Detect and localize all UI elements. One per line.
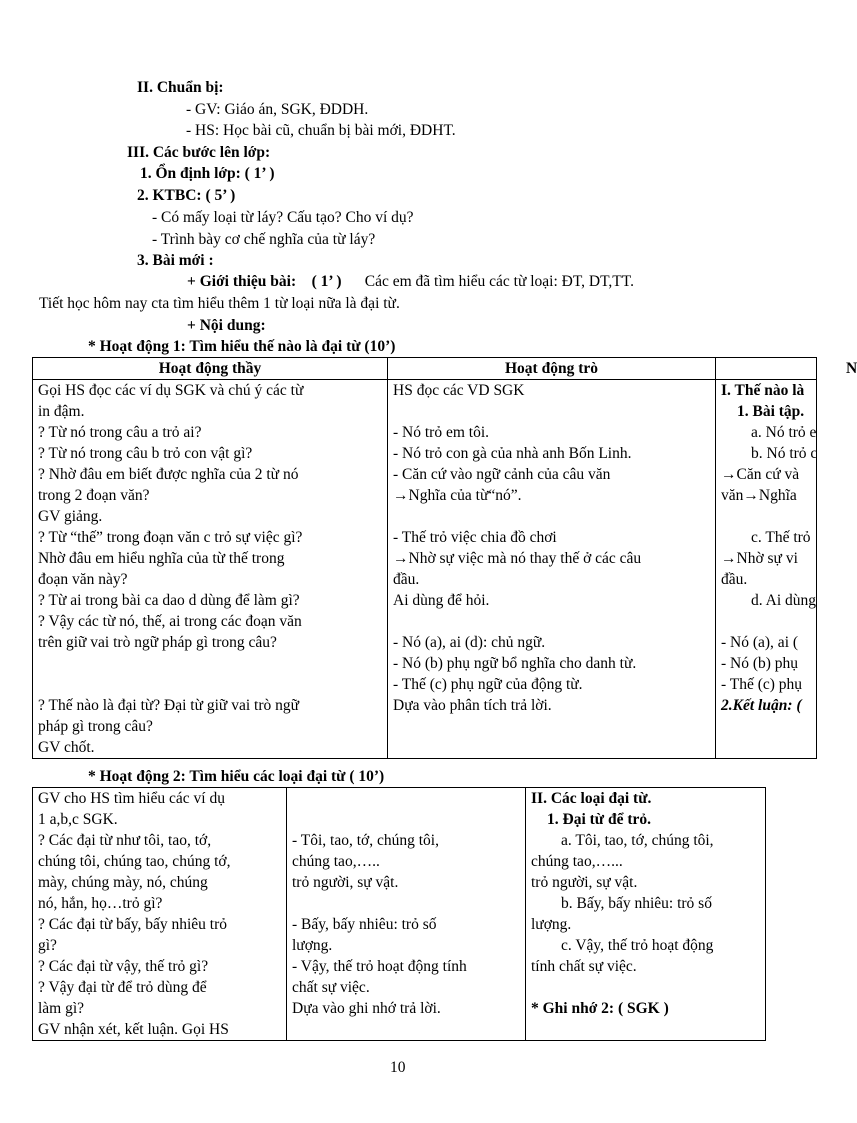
section3-heading: III. Các bước lên lớp: [127, 144, 271, 161]
review-question-2: - Trình bày cơ chế nghĩa của từ láy? [152, 231, 376, 248]
cell-empty [721, 506, 811, 527]
cell: chúng tôi, chúng tao, chúng tớ, [38, 853, 231, 870]
section2-heading: II. Chuẩn bị: [137, 79, 224, 96]
cell-empty [531, 977, 760, 998]
activity2-heading: * Hoạt động 2: Tìm hiểu các loại đại từ ( 10’) [88, 768, 385, 785]
cell: - Thế (c) phụ ngữ của động từ. [393, 676, 583, 693]
cell: đoạn văn này? [38, 571, 128, 588]
cell: trên giữ vai trò ngữ pháp gì trong câu? [38, 634, 277, 651]
cell: ? Các đại từ vậy, thế trỏ gì? [38, 958, 209, 975]
cell: →Căn cứ và [721, 466, 800, 483]
cell-empty [292, 893, 520, 914]
intro-time: ( 1’ ) [311, 273, 342, 290]
cell: * Ghi nhớ 2: ( SGK ) [531, 1000, 669, 1017]
cell: nó, hắn, họ…trỏ gì? [38, 895, 163, 912]
student-col [287, 788, 526, 1041]
cell: gì? [38, 937, 57, 954]
step3-heading: 3. Bài mới : [137, 252, 214, 269]
cell: ? Từ ai trong bài ca dao d dùng để làm gì? [38, 592, 300, 609]
cell: Gọi HS đọc các ví dụ SGK và chú ý các từ [38, 382, 304, 399]
cell: trong 2 đoạn văn? [38, 487, 150, 504]
cell: Ai dùng để hỏi. [393, 592, 490, 609]
cell: →Nhờ sự việc mà nó thay thế ở các câu [393, 550, 642, 567]
cell-empty [393, 737, 710, 758]
cell: a. Nó trỏ e [751, 424, 817, 441]
cell: Dựa vào phân tích trả lời. [393, 697, 552, 714]
cell: GV chốt. [38, 739, 95, 756]
header-teacher: Hoạt động thầy [33, 358, 388, 380]
cell: ? Các đại từ như tôi, tao, tớ, [38, 832, 212, 849]
cell: ? Từ nó trong câu a trỏ ai? [38, 424, 202, 441]
intro-line [187, 271, 634, 292]
student-col [388, 380, 716, 759]
cell: GV nhận xét, kết luận. Gọi HS [38, 1021, 229, 1038]
cell-empty [292, 809, 520, 830]
activity1-heading: * Hoạt động 1: Tìm hiểu thế nào là đại từ (10’) [88, 338, 396, 355]
cell: 1. Bài tập. [737, 403, 805, 420]
cell-empty [393, 611, 710, 632]
cell: mày, chúng mày, nó, chúng [38, 874, 208, 891]
cell: - Nó (a), ai (d): chủ ngữ. [393, 634, 546, 651]
cell: làm gì? [38, 1000, 85, 1017]
cell: lượng. [531, 916, 572, 933]
cell: - Căn cứ vào ngữ cảnh của câu văn [393, 466, 611, 483]
cell: c. Thế trỏ [751, 529, 811, 546]
cell: ? Nhờ đâu em biết được nghĩa của 2 từ nó [38, 466, 299, 483]
cell: in đậm. [38, 403, 85, 420]
section2-gv: - GV: Giáo án, SGK, ĐDDH. [186, 101, 369, 118]
cell-empty [38, 674, 382, 695]
cell: ? Vậy đại từ để trỏ dùng để [38, 979, 207, 996]
cell: pháp gì trong câu? [38, 718, 153, 735]
cell: →Nghĩa của từ“nó”. [393, 487, 522, 504]
cell: ? Các đại từ bấy, bấy nhiêu trỏ [38, 916, 228, 933]
cell: 1 a,b,c SGK. [38, 811, 118, 828]
cell: Dựa vào ghi nhớ trả lời. [292, 1000, 441, 1017]
cell: - Bấy, bấy nhiêu: trỏ số [292, 916, 437, 933]
header-student: Hoạt động trò [388, 358, 716, 380]
cell: ? Vậy các từ nó, thế, ai trong các đoạn văn [38, 613, 302, 630]
cell-empty [292, 788, 520, 809]
header-notes: N [716, 358, 817, 380]
cell: chúng tao,…... [531, 853, 623, 870]
cell: lượng. [292, 937, 333, 954]
cell: - Nó (b) phụ [721, 655, 799, 672]
cell: I. Thế nào là [721, 382, 805, 399]
content-label: + Nội dung: [187, 317, 266, 334]
cell: trỏ người, sự vật. [292, 874, 399, 891]
teacher-col [33, 380, 388, 759]
cell: ? Từ “thế” trong đoạn văn c trỏ sự việc gì? [38, 529, 303, 546]
cell: chúng tao,….. [292, 853, 380, 870]
cell-empty [393, 716, 710, 737]
step1-heading: 1. Ổn định lớp: ( 1’ ) [140, 165, 275, 182]
cell-empty [721, 611, 811, 632]
cell: c. Vậy, thế trỏ hoạt động [561, 937, 714, 954]
cell: HS đọc các VD SGK [393, 382, 525, 399]
cell: đầu. [393, 571, 420, 588]
cell: GV giảng. [38, 508, 103, 525]
cell: ? Thế nào là đại từ? Đại từ giữ vai trò ngữ [38, 697, 300, 714]
section2-hs: - HS: Học bài cũ, chuẩn bị bài mới, ĐDHT. [186, 122, 456, 139]
activity1-table [32, 357, 857, 759]
cell: GV cho HS tìm hiểu các ví dụ [38, 790, 225, 807]
cell-empty [393, 401, 710, 422]
cell: 2.Kết luận: ( [721, 697, 802, 714]
cell-empty [393, 506, 710, 527]
cell-empty [292, 1019, 520, 1040]
cell: tính chất sự việc. [531, 958, 637, 975]
cell-empty [38, 653, 382, 674]
table1-header-row [33, 358, 817, 380]
cell: đầu. [721, 571, 748, 588]
cell: b. Nó trỏ c [751, 445, 818, 462]
activity2-table [32, 787, 766, 1041]
cell-empty [721, 716, 811, 737]
intro-continued: Tiết học hôm nay cta tìm hiểu thêm 1 từ loại nữa là đại từ. [39, 295, 400, 312]
cell: văn→Nghĩa [721, 487, 797, 504]
cell: →Nhờ sự vi [721, 550, 798, 567]
cell: II. Các loại đại từ. [531, 790, 652, 807]
cell-empty [721, 737, 811, 758]
cell: ? Từ nó trong câu b trỏ con vật gì? [38, 445, 253, 462]
intro-text: Các em đã tìm hiểu các từ loại: ĐT, DT,TT. [364, 273, 634, 290]
cell: - Nó (a), ai ( [721, 634, 799, 651]
cell: a. Tôi, tao, tớ, chúng tôi, [561, 832, 714, 849]
cell: chất sự việc. [292, 979, 370, 996]
cell: - Nó trỏ con gà của nhà anh Bốn Linh. [393, 445, 632, 462]
cell: - Nó trỏ em tôi. [393, 424, 489, 441]
cell: trỏ người, sự vật. [531, 874, 638, 891]
review-question-1: - Có mấy loại từ láy? Cấu tạo? Cho ví dụ? [152, 209, 414, 226]
notes-col [526, 788, 766, 1041]
intro-label: + Giới thiệu bài: [187, 273, 297, 290]
cell: - Thế (c) phụ [721, 676, 803, 693]
cell: Nhờ đâu em hiểu nghĩa của từ thế trong [38, 550, 285, 567]
teacher-col [33, 788, 287, 1041]
cell-empty [531, 1019, 760, 1040]
cell: - Tôi, tao, tớ, chúng tôi, [292, 832, 439, 849]
cell: - Nó (b) phụ ngữ bổ nghĩa cho danh từ. [393, 655, 637, 672]
cell: - Thế trỏ việc chia đồ chơi [393, 529, 557, 546]
cell: - Vậy, thế trỏ hoạt động tính [292, 958, 467, 975]
table-row [33, 788, 766, 1041]
step2-heading: 2. KTBC: ( 5’ ) [137, 187, 236, 204]
cell: b. Bấy, bấy nhiêu: trỏ số [561, 895, 712, 912]
cell: 1. Đại từ để trỏ. [547, 811, 652, 828]
table-row [33, 380, 817, 759]
cell: d. Ai dùng [751, 592, 817, 609]
notes-col [716, 380, 817, 759]
page-number: 10 [390, 1059, 406, 1076]
